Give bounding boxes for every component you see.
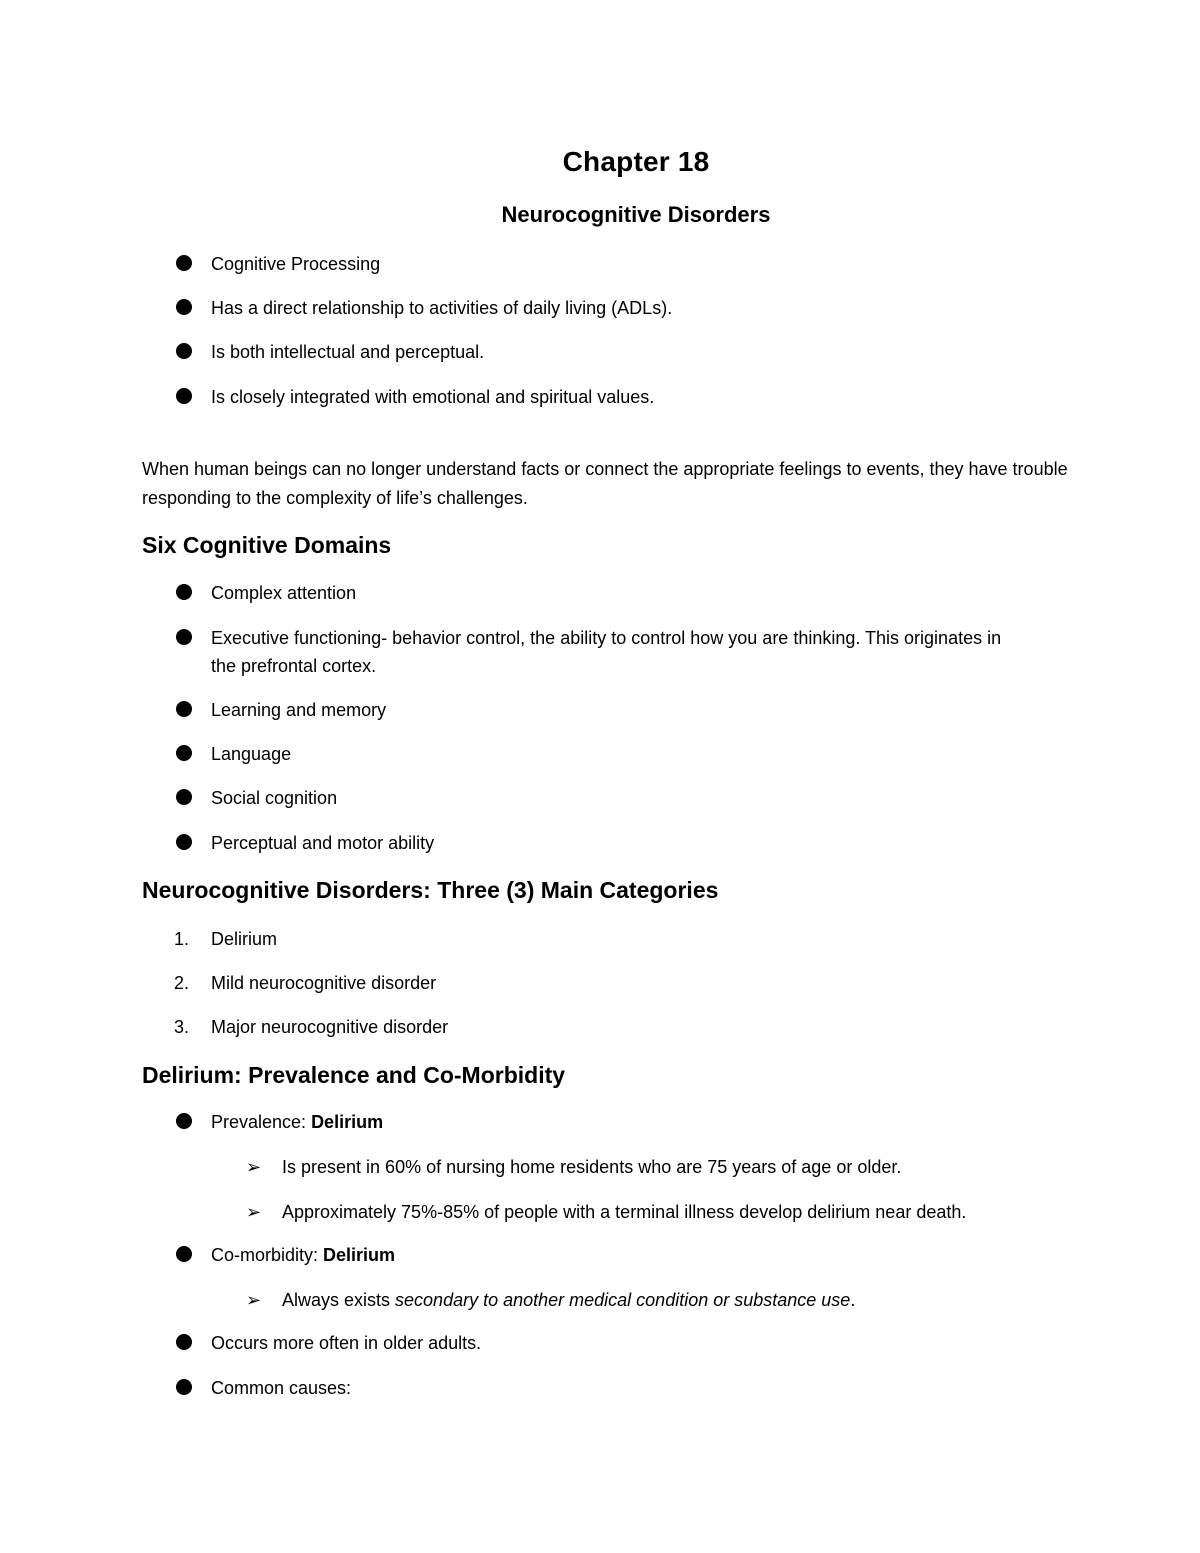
list-item: Is both intellectual and perceptual. <box>211 342 485 362</box>
chapter-title: Chapter 18 <box>562 146 710 177</box>
bullet-icon <box>176 1334 192 1350</box>
bullet-icon <box>176 343 192 359</box>
arrow-bullet-icon: ➢ <box>246 1202 262 1222</box>
bullet-icon <box>176 789 192 805</box>
comorbidity-sub-suffix: . <box>850 1290 856 1310</box>
list-item: Language <box>211 744 292 764</box>
prevalence-term: Delirium <box>311 1112 384 1132</box>
comorbidity-sub-emphasis: secondary to another medical condition or substance use <box>395 1290 851 1310</box>
bullet-icon <box>176 1246 192 1262</box>
list-item: Executive functioning- behavior control, the ability to control how you are thinking. This originates in the prefrontal cortex. <box>211 628 1002 676</box>
list-item: Major neurocognitive disorder <box>211 1017 449 1037</box>
prevalence-label: Prevalence: <box>211 1112 312 1132</box>
list-item-prevalence <box>211 1108 383 1136</box>
bullet-icon <box>176 834 192 850</box>
sub-list-item: Approximately 75%-85% of people with a terminal illness develop delirium near death. <box>282 1202 967 1222</box>
bullet-icon <box>176 299 192 315</box>
sub-list-item <box>282 1286 855 1314</box>
arrow-bullet-icon: ➢ <box>246 1157 262 1177</box>
list-item: Has a direct relationship to activities of daily living (ADLs). <box>211 298 673 318</box>
bullet-icon <box>176 388 192 404</box>
bullet-icon <box>176 255 192 271</box>
list-item: Delirium <box>211 929 278 949</box>
bullet-icon <box>176 745 192 761</box>
list-item: Mild neurocognitive disorder <box>211 973 437 993</box>
bullet-icon <box>176 1113 192 1129</box>
bullet-icon <box>176 701 192 717</box>
list-item: Common causes: <box>211 1378 352 1398</box>
sub-list-item: Is present in 60% of nursing home residents who are 75 years of age or older. <box>282 1157 902 1177</box>
list-item-comorbidity <box>211 1241 395 1269</box>
list-number: 1. <box>174 929 190 949</box>
comorbidity-label: Co-morbidity: <box>211 1245 324 1265</box>
section-heading-domains: Six Cognitive Domains <box>142 532 392 558</box>
list-item: Cognitive Processing <box>211 254 381 274</box>
chapter-subtitle: Neurocognitive Disorders <box>501 202 771 227</box>
comorbidity-sub-prefix: Always exists <box>282 1290 396 1310</box>
list-item: Is closely integrated with emotional and spiritual values. <box>211 387 655 407</box>
list-item: Learning and memory <box>211 700 387 720</box>
arrow-bullet-icon: ➢ <box>246 1290 262 1310</box>
section-heading-delirium: Delirium: Prevalence and Co-Morbidity <box>142 1062 566 1088</box>
list-number: 2. <box>174 973 190 993</box>
bullet-icon <box>176 1379 192 1395</box>
list-item: Complex attention <box>211 583 357 603</box>
list-item: Occurs more often in older adults. <box>211 1333 482 1353</box>
bullet-icon <box>176 629 192 645</box>
section-heading-categories: Neurocognitive Disorders: Three (3) Main Categories <box>142 877 719 903</box>
list-item: Perceptual and motor ability <box>211 833 435 853</box>
list-number: 3. <box>174 1017 190 1037</box>
intro-paragraph: When human beings can no longer understand facts or connect the appropriate feelings to events, they have trouble responding to the complexity of life’s challenges. <box>142 459 1068 508</box>
bullet-icon <box>176 584 192 600</box>
list-item: Social cognition <box>211 788 338 808</box>
comorbidity-term: Delirium <box>323 1245 396 1265</box>
